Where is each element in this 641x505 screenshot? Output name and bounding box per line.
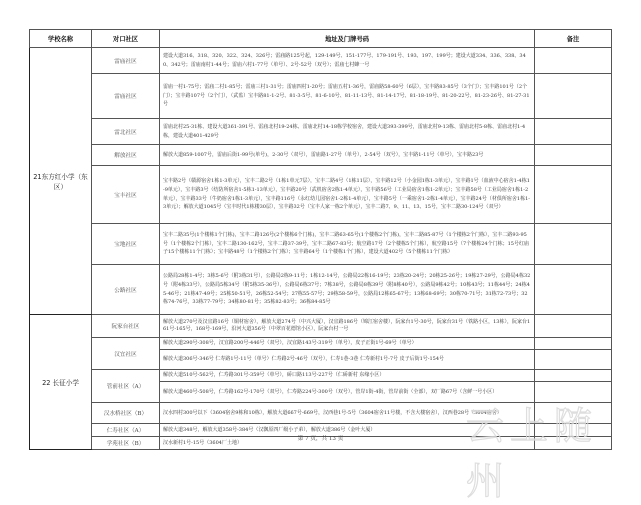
header-community: 对口社区 [92,30,160,48]
note-cell [535,315,612,338]
watermark-logo: 云上随州 [466,404,599,503]
address-cell: 解放大道290号-308号，汉宜路200号-446号（双号），汉宜路143号-319号（单号），皮子正街1号-69号（单号） [160,338,535,350]
address-cell: 解放大道306号-346号 仁寿路1号-11号（单号）仁寿路2号-46号（双号），仁寿1巷-3巷 仁寿新村1号-7号 皮子后街1号-154号 [160,350,535,370]
table-row [30,265,612,315]
table-row [30,74,612,119]
address-cell: 雷庙一村1-75号；雷庙二村1-85号；雷庙三村1-31号；雷庙四村1-20号；雷庙五村1-36号，雷庙路58-60号（6层），宝丰路83-85号（3个门）；宝丰路101号（2个门）；宝丰路107号（2个门），（武监）宝丰路81-1-2号、81-3-5号、81-6-10号、81-11-13号、81-14-17号、81-18-19号、81-20-22号、81-23-26号、81-27-31号 [160,74,535,119]
community-cell: 雷庙社区 [92,74,160,119]
community-cell: 雷庙社区 [92,48,160,74]
community-cell: 阮家台社区 [92,315,160,338]
address-cell: 雷庙北村25-31栋、建设大道361-391号、雷庙北村19-24栋、雷庙北村14-18栋学校宿舍，建设大道393-399号，雷庙北村9-13栋、雷庙北村5-8栋、雷庙北村1-4栋，建设大道401-429号 [160,119,535,145]
note-cell [535,370,612,382]
address-cell: 汉水新村1号-15号（3604厂土地） [160,437,535,450]
note-cell [535,119,612,145]
community-cell: 汉宜社区 [92,338,160,370]
note-cell [535,403,612,424]
table-header-row [30,30,612,48]
address-cell: 解放大道270号及汉宜路16号（铜材宿舍），解放大道274号（中兴大厦），汉宜路186号（锦江宿舍楼），阮家台1号-30号，阮家台31号（铁路小区，13栋），阮家台161号-165号，168号-169号，沿河大道356号（中翠百花德馆小区），阮家台村一号 [160,315,535,338]
note-cell [535,145,612,166]
note-cell [535,48,612,74]
address-cell: 宝丰二路35号(1个楼栋1个门栋)，宝丰二路126号(2个楼栋6个门栋)，宝丰二路63-65号(1个楼栋2个门栋)，宝丰二路85-87号（1个楼栋2个门栋），宝丰二路93-95号（1个楼栋2个门栋），宝丰二路130-162号，宝丰二路37-39号，宝丰二路67-83号；航空路17号（2个楼栋5个门栋），航空路15号（7个楼栋24个门栋；15号红庙子15个楼栋11个门栋）；宝丰路48号（1个楼栋2个门栋）；宝丰路64号（1个楼栋1个门栋），建设大道402号（5个楼栋11个门栋） [160,224,535,265]
table-row [30,224,612,265]
note-cell [535,265,612,315]
table-row [30,315,612,338]
table-row [30,48,612,74]
address-cell: 解放大道348号，解放大道358号-384号（汉飘原四厂级小子弟），解放大道386号（金叶大厦） [160,424,535,437]
table-row [30,166,612,224]
address-cell: 宝丰路2号（赣源宿舍1栋1-3单元），宝丰二路2号（1栋1单元7层），宝丰二路4号（1栋11层），宝丰路12号（小金园1栋1-3单元），宝丰路1号（血液中心宿舍1-4栋1-9单元），宝丰路3号（结防所宿舍1-5栋1-13单元），宝丰路20号（武机宿舍2栋1-4单元），宝丰路56号（工业局宿舍1栋1-2单元）；宝丰路58号（工业局宿舍1栋1-2单元），宝丰路33号（牛奶宿舍1栋1-3单元），宝丰路116号（永红幼儿园宿舍1-2栋1-4单元），宝丰路5号（一乘宿舍1-2栋1-4单元），宝丰路24号（材俱所宿舍1栋1-3单元）；解放大道1045号（宝丰时代1栋楼30层），宝丰路32号（宝丰人家一栋2个单元），宝丰二路7、9、11、13、15号，宝丰二路30-124号（双号） [160,166,535,224]
community-cell: 管前社区（A） [92,370,160,403]
header-school: 学校名称 [30,30,92,48]
community-cell: 宝丰社区 [92,166,160,224]
community-cell: 雷北社区 [92,119,160,145]
address-cell: 解放大道510号-562号，仁寿路301号-359号（单号），硚口路113号-227号（仁硚新村 东缘小区） [160,370,535,382]
table-row [30,370,612,382]
address-registry-table [29,29,612,450]
address-cell: 汉水四村300号以下（3604宿舍9栋和10栋），解放大道667号-669号，汉西巷1号-5号（3604宿舍11号楼，不含大楼宿舍），汉西巷28号（3604宿舍） [160,403,535,424]
header-note: 备注 [535,30,612,48]
address-cell: 建设大道316、318、320、322、324、326号；雷庙路125号起，129-149号、151-177号、179-191号、193、197、199号；建设大道334、336、338、340、342号；雷庙南村1-44号；雷庙六村1-77号（单号）、2号-52号（双号）；雷庙七村蜂一号 [160,48,535,74]
note-cell [535,224,612,265]
note-cell [535,166,612,224]
table-row [30,145,612,166]
table-row [30,119,612,145]
community-cell: 仁寿社区（A） [92,424,160,437]
community-cell: 学苑社区（B） [92,437,160,450]
school-name-cell: 21东方红小学（东区） [30,48,92,315]
address-cell: 解放大道460号-508号，仁寿路162号-170号（双号），仁寿路224号-300号（双号），管岸1街-4街，管岸前街（全部），双厂路67号（含鲜一号小区） [160,382,535,403]
note-cell [535,350,612,370]
table-row [30,338,612,350]
note-cell [535,338,612,350]
community-cell: 公路社区 [92,265,160,315]
page-number: 第 7 页，共 13 页 [297,436,344,442]
note-cell [535,382,612,403]
note-cell [535,74,612,119]
address-cell: 公路局28栋1-4号；3栋5-6号（附3栋31号），公路局2栋9-11号；1栋12-14号，公路局22栋16-19号；23栋20-24号；20栋25-26号；19栋27-29号，公路局4栋32号（附4栋33号），公路局5栋34号（附5栋35-36号），公路局6栋37号；7栋38号，公路局8栋39号（附8栋40号），公路局9栋42号；10栋43号；11栋44号；24栋45-46号；21栋47-49号；25栋50-51号，26栋52-54号；27栋55-57号；29栋58-59号，公路局12栋65-67号；13栋68-69号；30栋70-71号；31栋72-73号；32栋74-76号，33栋77-79号；34栋80-81号；35栋82-83号；36栋84-85号 [160,265,535,315]
header-address: 地址及门牌号码 [160,30,535,48]
school-name-cell: 22 长征小学 [30,315,92,450]
community-cell: 汉水桥社区（B） [92,403,160,424]
community-cell: 解放社区 [92,145,160,166]
address-cell: 解放大道859-1007号，雷庙后街1-99号(单号)，2-30号（双号），雷庙路1-27号（单号），2-54号（双号），宝丰路1-11号（单号），宝丰路23号 [160,145,535,166]
community-cell: 宝地社区 [92,224,160,265]
table-row [30,403,612,424]
